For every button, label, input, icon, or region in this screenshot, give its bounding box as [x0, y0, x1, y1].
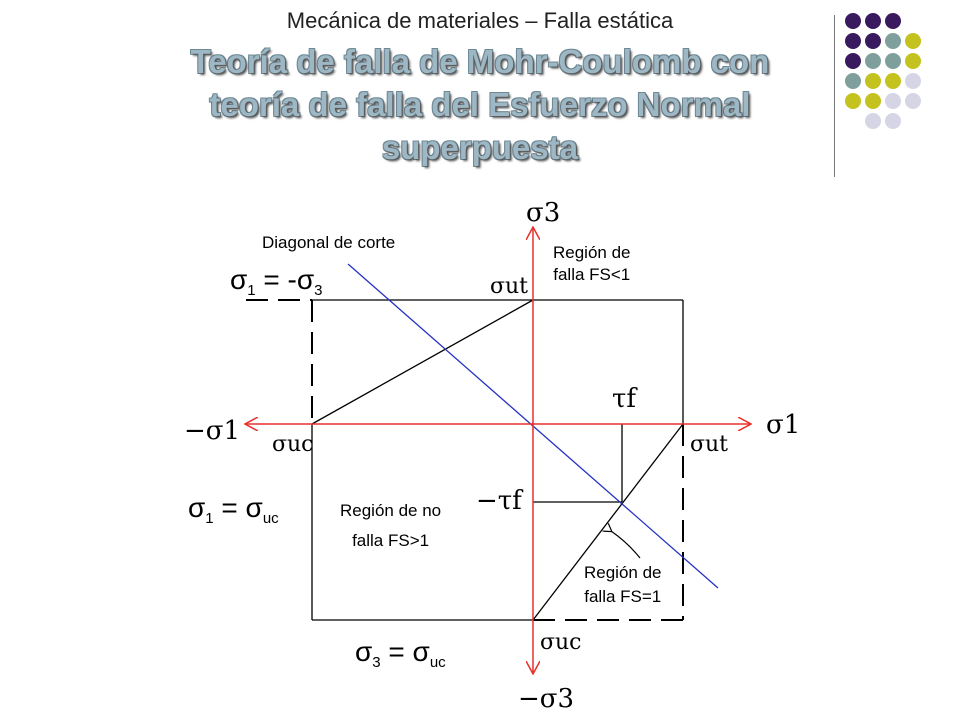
failure-region-top-label — [553, 242, 631, 286]
safe-region-line2: falla FS>1 — [352, 531, 430, 550]
eq1-lhs: σ — [230, 264, 248, 295]
pointer-arrow — [611, 531, 640, 558]
failure-region-top-line2: falla FS<1 — [553, 265, 631, 284]
tau-f-label: τf — [612, 384, 637, 414]
diagonal-label: Diagonal de corte — [262, 233, 396, 252]
title-line-2: teoría de falla del Esfuerzo Normal — [209, 86, 751, 123]
edge-region-line1: Región de — [584, 563, 662, 582]
sigma3-axis-label: σ3 — [526, 198, 561, 228]
eq1-lhs-sub: 1 — [247, 282, 256, 299]
eq3-lhs-sub: 3 — [372, 654, 381, 671]
neg-sigma3-axis-label: −σ3 — [518, 684, 575, 714]
eq3-lhs: σ — [355, 636, 373, 667]
eq3-rhs: = σ — [380, 636, 430, 667]
sigma-ut-top-label: σut — [490, 274, 529, 299]
title-line-1: Teoría de falla de Mohr-Coulomb con — [190, 43, 770, 80]
safe-region-label — [340, 496, 441, 556]
eq2-rhs: = σ — [213, 492, 263, 523]
title-line-3: superpuesta — [381, 129, 579, 166]
edge-region-line2: falla FS=1 — [584, 587, 662, 606]
sigma1-axis-label: σ1 — [766, 410, 801, 440]
equation-sigma1-sigma-uc — [188, 492, 279, 527]
eq2-lhs: σ — [188, 492, 206, 523]
edge-region-label — [584, 561, 662, 609]
sigma-uc-left-label: σuc — [272, 432, 314, 457]
eq1-rhs: = -σ — [255, 264, 315, 295]
subtitle: Mecánica de materiales – Falla estática — [286, 8, 674, 33]
mohr-coulomb-line-upper — [312, 300, 533, 424]
eq2-lhs-sub: 1 — [205, 510, 214, 527]
failure-region-top-line1: Región de — [553, 243, 631, 262]
eq2-rhs-sub: uc — [262, 510, 279, 527]
equation-sigma3-sigma-uc — [355, 636, 446, 671]
sigma-ut-right-label: σut — [690, 432, 729, 457]
neg-tau-f-label: −τf — [476, 486, 522, 516]
sigma-uc-bottom-label: σuc — [540, 630, 582, 655]
equation-sigma1-neg-sigma3 — [230, 264, 322, 299]
safe-region-line1: Región de no — [340, 501, 442, 520]
neg-sigma1-axis-label: −σ1 — [184, 416, 241, 446]
eq1-rhs-sub: 3 — [314, 282, 323, 299]
eq3-rhs-sub: uc — [429, 654, 446, 671]
